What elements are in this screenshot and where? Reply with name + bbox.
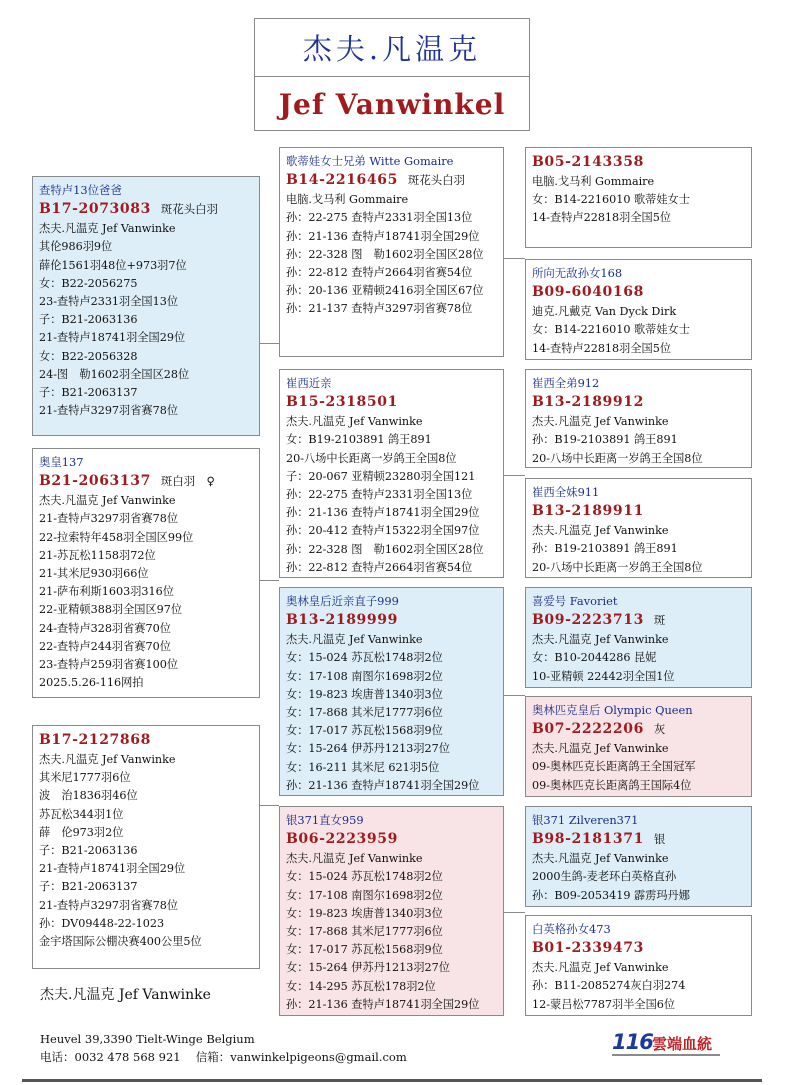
pedigree-box-ancestor-7: [525, 806, 752, 907]
ring-number: [532, 501, 745, 522]
pedigree-box-granddam-2: [279, 806, 504, 1016]
ring-number: [532, 282, 745, 303]
box-header: 奥林匹克皇后 Olympic Queen: [532, 703, 693, 717]
ring-number: [286, 829, 497, 850]
box-line: 12-蒙吕松7787羽半全国6位: [532, 997, 676, 1011]
box-line: 孙：20-412 查特卢15322羽全国97位: [286, 524, 480, 538]
box-line: 女：17-017 苏瓦松1568羽9位: [286, 943, 443, 957]
box-line: 杰夫.凡温克 Jef Vanwinke: [286, 633, 423, 647]
logo-underline: [612, 1054, 720, 1056]
box-header: 查特卢13位爸爸: [39, 183, 122, 197]
ring-number: [286, 392, 497, 413]
ring-code: B09-2223713: [532, 612, 644, 629]
box-line: 21-其米尼930羽66位: [39, 567, 149, 581]
address-text: Heuvel 39,3390 Tielt-Winge Belgium: [40, 1032, 255, 1046]
color-note: 斑白羽 ♀: [160, 474, 215, 489]
box-line: 23-查特卢2331羽全国13位: [39, 295, 179, 309]
pedigree-box-grandsire-2: [279, 587, 504, 796]
box-line: 迪克.凡戴克 Van Dyck Dirk: [532, 305, 677, 319]
box-line: 孙：B19-2103891 鸽王891: [532, 433, 678, 447]
box-line: 杰夫.凡温克 Jef Vanwinke: [532, 852, 669, 866]
box-line: 14-查特卢22818羽全国5位: [532, 341, 672, 355]
connector-line: [260, 805, 279, 806]
ring-code: B13-2189999: [286, 612, 398, 629]
box-line: 23-查特卢259羽省赛100位: [39, 658, 179, 672]
color-note: 斑花头白羽: [160, 202, 218, 217]
box-line: 孙：21-137 查特卢3297羽省赛78位: [286, 302, 473, 316]
box-line: 2025.5.26-116网拍: [39, 676, 144, 690]
ring-number: [39, 730, 253, 751]
box-header: 银371 Zilveren371: [532, 813, 639, 827]
title-chinese: 杰夫.凡温克: [255, 19, 529, 77]
ring-code: B15-2318501: [286, 394, 398, 411]
box-line: 子：B21-2063136: [39, 844, 138, 858]
pedigree-box-sire: [32, 176, 260, 436]
box-line: 其米尼1777羽6位: [39, 771, 131, 785]
connector-line: [504, 475, 525, 476]
box-line: 女：B19-2103891 鸽王891: [286, 433, 432, 447]
box-line: 杰夫.凡温克 Jef Vanwinke: [532, 524, 669, 538]
box-line: 女：15-264 伊苏丹1213羽27位: [286, 742, 450, 756]
box-line: 电脑.戈马利 Gommaire: [532, 175, 655, 188]
ring-code: B98-2181371: [532, 831, 644, 848]
box-line: 22-拉索特年458羽全国区99位: [39, 530, 194, 544]
ring-number: [532, 610, 745, 631]
box-header: 奥林皇后近亲直子999: [286, 594, 399, 608]
box-line: 09-奥林匹克长距离鸽王全国冠军: [532, 760, 696, 774]
ring-code: B13-2189912: [532, 394, 644, 411]
box-line: 女：15-264 伊苏丹1213羽27位: [286, 961, 450, 975]
box-line: 薛伦1561羽48位+973羽7位: [39, 258, 187, 272]
color-note: 斑花头白羽: [407, 173, 465, 188]
box-line: 杰夫.凡温克 Jef Vanwinke: [39, 494, 176, 508]
box-line: 22-查特卢244羽省赛70位: [39, 639, 171, 653]
box-line: 女：14-295 苏瓦松178羽2位: [286, 979, 436, 993]
box-line: 孙：21-136 查特卢18741羽全国29位: [286, 229, 480, 243]
box-line: 杰夫.凡温克 Jef Vanwinke: [532, 633, 669, 647]
ring-number: [532, 938, 745, 959]
box-line: 杰夫.凡温克 Jef Vanwinke: [39, 222, 176, 236]
pedigree-box-ancestor-2: [525, 259, 752, 360]
box-line: 09-奥林匹克长距离鸽王国际4位: [532, 778, 692, 792]
ring-number: [286, 170, 497, 191]
pedigree-box-ancestor-5: [525, 587, 752, 688]
pedigree-box-grandsire-1: [279, 147, 504, 357]
box-line: 女：17-108 南图尔1698羽2位: [286, 669, 443, 683]
box-header: 白英格孙女473: [532, 922, 611, 936]
box-line: 女：17-017 苏瓦松1568羽9位: [286, 724, 443, 738]
connector-line: [504, 695, 525, 696]
pedigree-box-subject: [32, 448, 260, 698]
color-note: 银: [653, 832, 666, 847]
box-line: 女：B22-2056275: [39, 276, 138, 290]
box-line: 薛 伦973羽2位: [39, 825, 124, 839]
box-line: 20-八场中长距离一岁鸽王全国8位: [286, 451, 457, 465]
box-line: 24-图 勒1602羽全国区28位: [39, 367, 190, 381]
box-line: 孙：21-136 查特卢18741羽全国29位: [286, 997, 480, 1011]
breeder-name: 杰夫.凡温克 Jef Vanwinke: [40, 987, 211, 1003]
pedigree-box-granddam-1: [279, 369, 504, 578]
box-line: 杰夫.凡温克 Jef Vanwinke: [286, 852, 423, 866]
box-line: 10-亚精顿 22442羽全国1位: [532, 669, 675, 683]
ring-code: B14-2216465: [286, 172, 398, 189]
ring-code: B06-2223959: [286, 831, 398, 848]
ring-number: [39, 199, 253, 220]
title-english: Jef Vanwinkel: [278, 87, 506, 121]
box-line: 14-查特卢22818羽全国5位: [532, 211, 672, 225]
box-line: 女：B10-2044286 昆妮: [532, 651, 657, 665]
color-note: 灰: [653, 722, 666, 737]
pedigree-box-ancestor-8: [525, 915, 752, 1016]
box-line: 女：17-868 其米尼1777羽6位: [286, 706, 443, 720]
ring-code: B21-2063137: [39, 473, 151, 490]
ring-number: [532, 392, 745, 413]
box-header: 崔西近亲: [286, 376, 332, 390]
ring-code: B09-6040168: [532, 284, 644, 301]
pedigree-box-ancestor-1: [525, 147, 752, 248]
box-line: 女：B22-2056328: [39, 349, 138, 363]
box-line: 女：15-024 苏瓦松1748羽2位: [286, 651, 443, 665]
box-line: 孙：21-136 查特卢18741羽全国29位: [286, 506, 480, 520]
box-line: 22-亚精顿388羽全国区97位: [39, 603, 183, 617]
box-line: 杰夫.凡温克 Jef Vanwinke: [39, 753, 176, 766]
box-line: 子：20-067 亚精顿23280羽全国121: [286, 469, 476, 483]
box-line: 21-查特卢18741羽全国29位: [39, 862, 186, 876]
box-line: 孙：20-136 亚精顿2416羽全国区67位: [286, 284, 484, 298]
connector-line: [504, 258, 525, 259]
box-line: 21-萨布利斯1603羽316位: [39, 585, 174, 599]
box-line: 电脑.戈马利 Gommaire: [286, 193, 409, 207]
box-header: 所向无敌孙女168: [532, 266, 623, 280]
connector-line: [260, 580, 279, 581]
box-line: 24-查特卢328羽省赛70位: [39, 621, 171, 635]
box-line: 女：16-211 其米尼 621羽5位: [286, 760, 440, 774]
box-line: 杰夫.凡温克 Jef Vanwinke: [286, 415, 423, 429]
box-line: 孙：B11-2085274灰白羽274: [532, 979, 686, 993]
box-line: 孙：B19-2103891 鸽王891: [532, 542, 678, 556]
box-header: 崔西全妹911: [532, 485, 600, 499]
box-line: 21-查特卢3297羽省赛78位: [39, 898, 179, 912]
pedigree-box-ancestor-4: [525, 478, 752, 578]
pedigree-box-ancestor-6: [525, 696, 752, 797]
contact-text: 电话：0032 478 568 921 信箱：vanwinkelpigeons@gmail.com: [40, 1050, 407, 1064]
box-line: 波 治1836羽46位: [39, 789, 138, 803]
box-line: 苏瓦松344羽1位: [39, 807, 124, 821]
box-line: 21-苏瓦松1158羽72位: [39, 548, 156, 562]
box-line: 孙：22-812 查特卢2664羽省赛54位: [286, 266, 473, 280]
connector-line: [504, 912, 525, 913]
ring-number: [532, 719, 745, 740]
box-line: 21-查特卢3297羽省赛78位: [39, 512, 179, 526]
box-header: 喜爱号 Favoriet: [532, 594, 618, 608]
box-line: 孙：22-812 查特卢2664羽省赛54位: [286, 560, 473, 574]
box-line: 21-查特卢18741羽全国29位: [39, 331, 186, 345]
cloud-pedigree-logo: [612, 1030, 722, 1058]
ring-code: B01-2339473: [532, 940, 644, 957]
ring-code: B13-2189911: [532, 503, 644, 520]
box-line: 孙：DV09448-22-1023: [39, 916, 165, 930]
logo-number: 116: [612, 1030, 653, 1054]
box-line: 金宇塔国际公棚决赛400公里5位: [39, 935, 202, 949]
box-line: 子：B21-2063137: [39, 386, 138, 400]
box-line: 子：B21-2063137: [39, 880, 138, 894]
box-line: 孙：22-275 查特卢2331羽全国13位: [286, 488, 473, 502]
ring-number: [532, 829, 745, 850]
box-line: 2000生鸽-麦老环白英格直孙: [532, 870, 677, 884]
box-line: 孙：22-328 图 勒1602羽全国区28位: [286, 247, 484, 261]
box-line: 孙：21-136 查特卢18741羽全国29位: [286, 778, 480, 792]
box-line: 杰夫.凡温克 Jef Vanwinke: [532, 415, 669, 429]
box-line: 其伦986羽9位: [39, 240, 113, 254]
ring-number: [39, 471, 253, 492]
logo-text: 雲端血統: [652, 1035, 713, 1053]
box-line: 子：B21-2063136: [39, 313, 138, 327]
box-header: 银371直女959: [286, 813, 364, 827]
color-note: 斑: [653, 613, 666, 628]
box-line: 孙：22-328 图 勒1602羽全国区28位: [286, 542, 484, 556]
ring-code: B07-2222206: [532, 721, 644, 738]
ring-code: B17-2073083: [39, 201, 151, 218]
pedigree-box-ancestor-3: [525, 369, 752, 468]
box-line: 孙：22-275 查特卢2331羽全国13位: [286, 211, 473, 225]
box-line: 杰夫.凡温克 Jef Vanwinke: [532, 742, 669, 756]
box-header: 奥皇137: [39, 455, 84, 469]
box-line: 21-查特卢3297羽省赛78位: [39, 404, 179, 418]
box-line: 女：19-823 埃唐普1340羽3位: [286, 906, 443, 920]
ring-number: [532, 152, 745, 173]
box-line: 女：B14-2216010 歌蒂娃女士: [532, 193, 690, 207]
box-line: 女：17-108 南图尔1698羽2位: [286, 888, 443, 902]
connector-line: [260, 343, 279, 344]
ring-code: B17-2127868: [39, 732, 151, 748]
box-line: 孙：B09-2053419 霹雳玛丹娜: [532, 888, 690, 902]
title-box: [254, 18, 530, 131]
ring-code: B05-2143358: [532, 154, 644, 170]
box-header: 崔西全弟912: [532, 376, 600, 390]
box-line: 女：19-823 埃唐普1340羽3位: [286, 687, 443, 701]
ring-number: [286, 610, 497, 631]
box-line: 20-八场中长距离一岁鸽王全国8位: [532, 560, 703, 574]
pedigree-box-dam: [32, 725, 260, 969]
box-line: 女：B14-2216010 歌蒂娃女士: [532, 323, 690, 337]
box-line: 20-八场中长距离一岁鸽王全国8位: [532, 451, 703, 465]
box-line: 女：15-024 苏瓦松1748羽2位: [286, 870, 443, 884]
box-line: 女：17-868 其米尼1777羽6位: [286, 925, 443, 939]
box-header: 歌蒂娃女士兄弟 Witte Gomaire: [286, 154, 454, 168]
box-line: 杰夫.凡温克 Jef Vanwinke: [532, 961, 669, 975]
bottom-rule: [22, 1079, 762, 1082]
